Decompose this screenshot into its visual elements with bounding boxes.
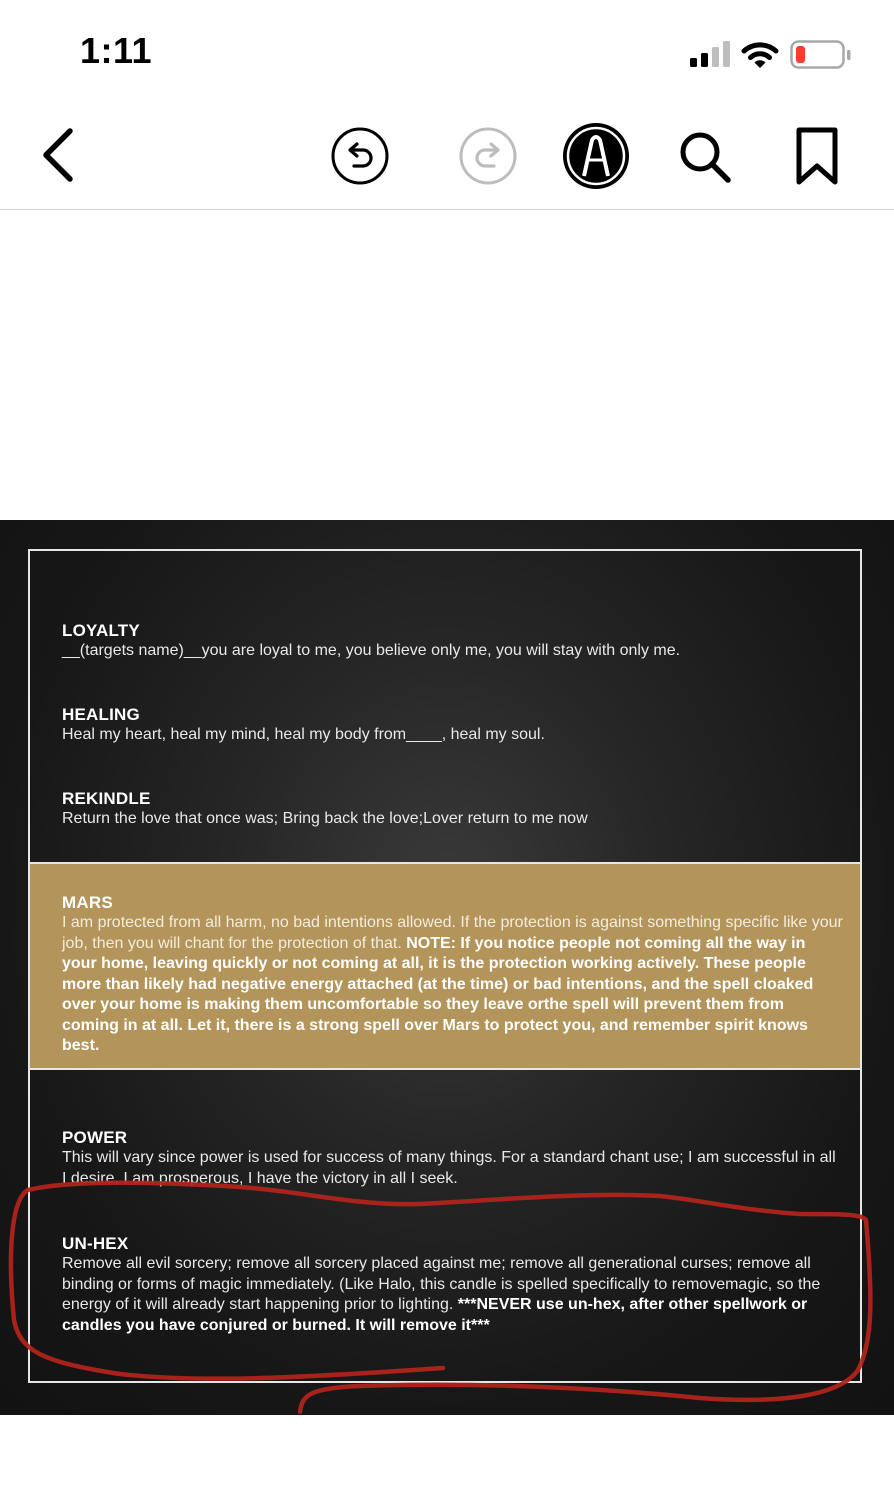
section-loyalty xyxy=(62,620,844,662)
section-divider xyxy=(30,1068,860,1070)
section-title: MARS xyxy=(62,893,113,912)
section-title: REKINDLE xyxy=(62,789,151,808)
section-body: __(targets name)__you are loyal to me, you believe only me, you will stay with only me. xyxy=(62,642,681,659)
status-time: 1:11 xyxy=(80,30,153,71)
status-bar xyxy=(0,0,894,100)
battery-low-icon xyxy=(792,42,851,68)
wifi-icon xyxy=(744,45,776,68)
redo-icon[interactable] xyxy=(458,126,518,186)
reader-toolbar xyxy=(0,100,894,210)
unhex-body-text: Remove all evil sorcery; remove all sorcery placed against me; remove all generational curses; remove all binding or forms of magic immediately. (Like Halo, this candle is spelled specifically to removemagic, so the energy of it will already start happening prior to lighting. xyxy=(62,1255,821,1313)
cellular-signal-icon xyxy=(690,41,730,67)
section-title: POWER xyxy=(62,1128,128,1147)
section-body: Return the love that once was; Bring back the love;Lover return to me now xyxy=(62,810,588,827)
section-body: This will vary since power is used for success of many things. For a standard chant use; I am successful in all I desire, I am prosperous, I have the victory in all I seek. xyxy=(62,1149,836,1187)
mars-note-text: NOTE: If you notice people not coming all the way in your home, leaving quickly or not coming at all, it is the protection working actively. These people more than likely had negative energy attached (at the time) or bad intentions, and the spell cloaked over your home is making them uncomfortable so they leave orthe spell will prevent them from coming in at all. Let it, there is a strong spell over Mars to protect you, and remember spirit knows best. xyxy=(62,934,814,1054)
section-title: HEALING xyxy=(62,705,140,724)
section-unhex xyxy=(62,1233,844,1336)
document-page xyxy=(0,520,894,1415)
back-chevron-icon[interactable] xyxy=(38,126,78,184)
undo-icon[interactable] xyxy=(330,126,390,186)
content-frame xyxy=(28,549,862,1383)
unhex-warning-text: ***NEVER use un-hex, after other spellwork or candles you have conjured or burned. It will remove it*** xyxy=(62,1296,808,1334)
section-title: UN-HEX xyxy=(62,1234,129,1253)
mars-body-text: I am protected from all harm, no bad intentions allowed. If the protection is against something specific like your job, then you will chant for the protection of that. xyxy=(62,914,843,952)
section-body xyxy=(62,1254,844,1336)
section-mars xyxy=(62,892,844,1057)
mars-highlight-band xyxy=(30,864,860,1068)
section-body: Heal my heart, heal my mind, heal my body from____, heal my soul. xyxy=(62,726,545,743)
section-title: LOYALTY xyxy=(62,621,140,640)
search-icon[interactable] xyxy=(678,130,732,184)
bookmark-icon[interactable] xyxy=(794,126,840,186)
section-healing xyxy=(62,704,844,746)
section-body xyxy=(62,913,844,1057)
section-power xyxy=(62,1127,844,1189)
status-icons xyxy=(690,38,860,72)
section-rekindle xyxy=(62,788,844,830)
markup-pen-icon[interactable] xyxy=(562,122,630,190)
